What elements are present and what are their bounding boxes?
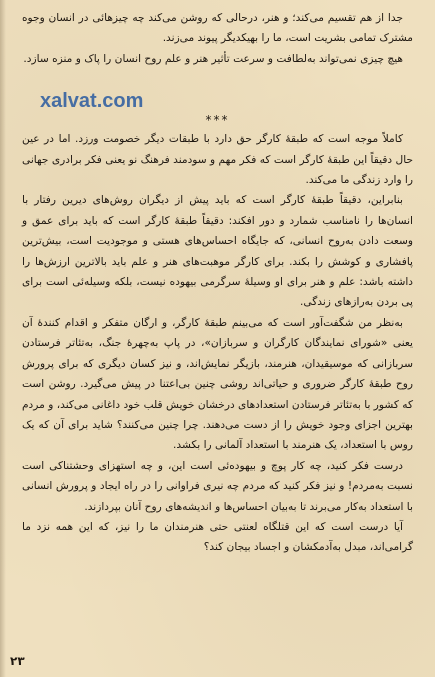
paragraph: جدا از هم تقسیم می‌کند؛ و هنر، درحالی که روشن می‌کند چه چیزهائی در انسان وجوه مشترک تمامی بشریت است، ما را بهیکدیگر پیوند می‌زند. — [22, 12, 413, 45]
paragraph: کاملاً موجه است که طبقهٔ کارگر حق دارد با طبقات دیگر خصومت ورزد. اما در عین حال دقیقاً این طبقهٔ کارگر است که فکر مهم و سودمند فرهنگ نو یعنی فکر برادری جهانی را وارد زندگی ما می‌کند. — [22, 133, 413, 187]
paragraph: درست فکر کنید، چه کار پوچ و بیهوده‌ئی است این، و چه استهزای وحشتناکی است نسبت به‌مردم! و نیز فکر کنید که مردم چه نیری فراوانی را در راه ایجاد و پرورش انسانی با استعداد به‌کار می‌برند تا به‌بیان احساس‌ها و اندیشه‌های روح آنان بپردازند. — [22, 459, 413, 513]
paragraph: هیچ چیزی نمی‌تواند به‌لطافت و سرعت تأثیر هنر و علم روح انسان را پاک و منزه سازد. — [23, 52, 403, 65]
paragraph: آیا درست است که این قتلگاه لعنتی حتی هنرمندان ما را نیز، که این همه نزد ما گرامی‌اند، مبدل به‌آدمکشان و اجساد بیجان کند؟ — [22, 520, 413, 554]
paragraph: به‌نظر من شگفت‌آور است که می‌بینم طبقهٔ کارگر، و ارگان متفکر و اقدام کنندهٔ آن یعنی «شورای نمایندگان کارگران و سربازان»، در پاپ به‌چهرهٔ جنگ، به‌تئاتر فرستادن سربازانی که موسیقیدان، هنرمند، بازیگر نمایش‌اند، و نیز کسان دیگری که برای پرورش روح طبقهٔ کارگر ضروری و حیاتی‌اند روشی چنین بی‌اعتنا در پیش می‌گیرد. روشن است که کشور با به‌تئاتر فرستادن استعدادهای درخشان خویش قلب خود داغانی می‌کند، و مردم بهترین اجزای وجود خویش را از دست می‌دهند. چرا چنین می‌کنند؟ شاید برای آن که یک روس با استعداد، یک هنرمند با استعداد آلمانی را بکشد. — [22, 316, 413, 452]
page-gutter-shadow — [0, 0, 6, 677]
site-watermark: xalvat.com — [40, 90, 144, 112]
page-number: ۲۳ — [10, 654, 25, 668]
paragraph: بنابراین، دقیقاً طبقهٔ کارگر است که باید پیش از دیگران روش‌های دیرین رفتار با انسان‌ها را نامناسب شمارد و دور افکند: دقیقاً طبقهٔ کارگر است که باید برای عمق و وسعت دادن به‌روح انسانی، که جایگاه احساس‌های هستی و موجودیت است، بیش‌ترین پافشاری و کوشش را بکند. برای کارگر موهبت‌های هنر و علم باید بالاترین ارزش‌ها را داشته باشد: علم و هنر برای او وسیلهٔ سرگرمی بیهوده نیست، بلکه وسیله‌ئی است برای پی بردن به‌رازهای زندگی. — [22, 194, 413, 309]
section-separator: *** — [205, 113, 230, 128]
